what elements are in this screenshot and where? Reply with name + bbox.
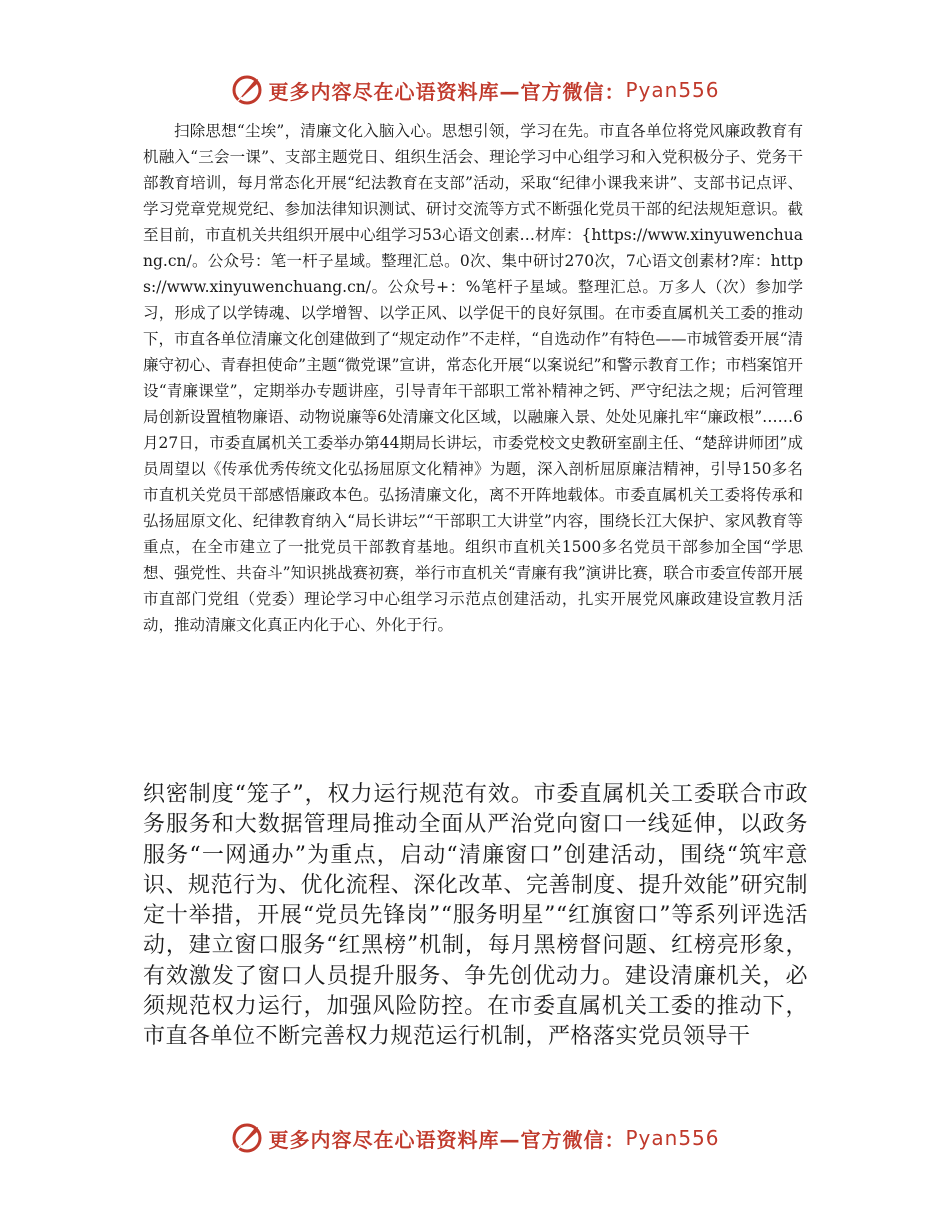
footer-banner-text: 更多内容尽在心语资料库—官方微信： xyxy=(268,1127,626,1152)
quill-pen-circle-icon xyxy=(230,1121,264,1155)
quill-pen-circle-icon xyxy=(230,73,264,107)
header-banner-id: Pyan556 xyxy=(625,78,720,102)
body-paragraph-1: 扫除思想“尘埃”，清廉文化入脑入心。思想引领，学习在先。市直各单位将党风廉政教育有机融入“三会一课”、支部主题党日、组织生活会、理论学习中心组学习和入党积极分子、党务干部教育培训，每月常态化开展“纪法教育在支部”活动，采取“纪律小课我来讲”、支部书记点评、学习党章党规党纪、参加法律知识测试、研讨交流等方式不断强化党员干部的纪法规矩意识。截至目前，市直机关共组织开展中心组学习53心语文创素…材库：{https://www.xinyuwenchuang.cn/。公众号：笔一杆子星域。整理汇总。0次、集中研讨270次，7心语文创素材?库：https://www.xinyuwenchuang.cn/。公众号+：%笔杆子星域。整理汇总。万多人（次）参加学习，形成了以学铸魂、以学增智、以学正风、以学促干的良好氛围。在市委直属机关工委的推动下，市直各单位清廉文化创建做到了“规定动作”不走样，“自选动作”有特色——市城管委开展“清廉守初心、青春担使命”主题“微党课”宣讲，常态化开展“以案说纪”和警示教育工作；市档案馆开设“青廉课堂”，定期举办专题讲座，引导青年干部职工常补精神之钙、严守纪法之规；后河管理局创新设置植物廉语、动物说廉等6处清廉文化区域，以融廉入景、处处见廉扎牢“廉政根”……6月27日，市委直属机关工委举办第44期局长讲坛，市委党校文史教研室副主任、“楚辞讲师团”成员周望以《传承优秀传统文化弘扬屈原文化精神》为题，深入剖析屈原廉洁精神，引导150多名市直机关党员干部感悟廉政本色。弘扬清廉文化，离不开阵地载体。市委直属机关工委将传承和弘扬屈原文化、纪律教育纳入“局长讲坛”“干部职工大讲堂”内容，围绕长江大保护、家风教育等重点，在全市建立了一批党员干部教育基地。组织市直机关1500多名党员干部参加全国“学思想、强党性、共奋斗”知识挑战赛初赛，举行市直机关“青廉有我”演讲比赛，联合市委宣传部开展市直部门党组（党委）理论学习中心组学习示范点创建活动，扎实开展党风廉政建设宣教月活动，推动清廉文化真正内化于心、外化于行。 xyxy=(143,122,803,634)
footer-banner xyxy=(0,1120,950,1156)
header-banner-text: 更多内容尽在心语资料库—官方微信： xyxy=(268,79,626,104)
body-paragraph-2: 织密制度“笼子”，权力运行规范有效。市委直属机关工委联合市政务服务和大数据管理局推动全面从严治党向窗口一线延伸，以政务服务“一网通办”为重点，启动“清廉窗口”创建活动，围绕“筑牢意识、规范行为、优化流程、深化改革、完善制度、提升效能”研究制定十举措，开展“党员先锋岗”“服务明星”“红旗窗口”等系列评选活动，建立窗口服务“红黑榜”机制，每月黑榜督问题、红榜亮形象，有效激发了窗口人员提升服务、争先创优动力。建设清廉机关，必须规范权力运行，加强风险防控。在市委直属机关工委的推动下，市直各单位不断完善权力规范运行机制，严格落实党员领导干 xyxy=(143,782,808,1050)
header-banner xyxy=(0,72,950,108)
footer-banner-id: Pyan556 xyxy=(625,1126,720,1150)
